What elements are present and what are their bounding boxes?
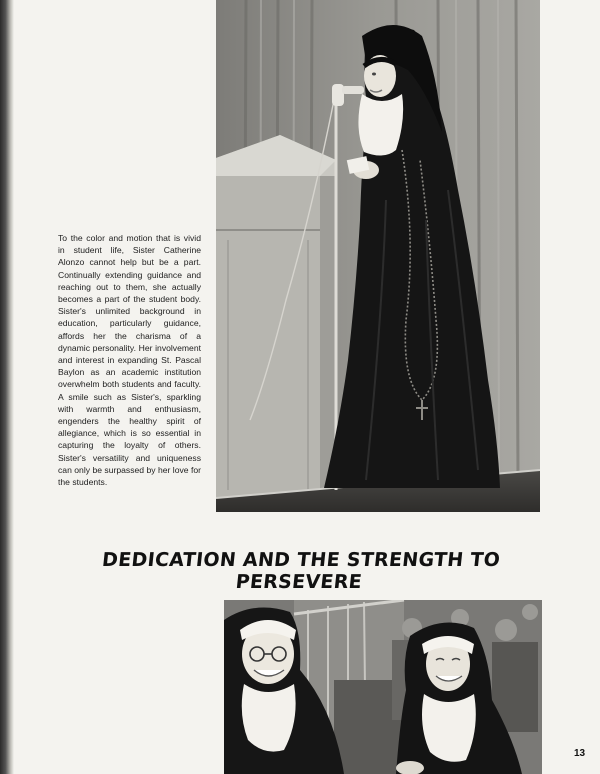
book-spine-shadow: [0, 0, 14, 774]
photo-two-nuns-smiling: [224, 600, 542, 774]
photo-nun-at-microphone-image: [216, 0, 540, 512]
photo-nun-at-microphone: [216, 0, 540, 512]
photo-two-nuns-smiling-image: [224, 600, 542, 774]
page-number: 13: [574, 748, 586, 759]
headline: DEDICATION AND THE STRENGTH TO PERSEVERE: [101, 549, 502, 593]
article-body: To the color and motion that is vivid in student life, Sister Catherine Alonzo cannot help but be a part. Continually extending guidance and reaching out to them, she actually becomes a part of the student body. Sister's unlimited background in education, particularly guidance, affords her the charisma of a dynamic personality. Her involvement and interest in expanding St. Pascal Baylon as an academic institution overwhelm both students and faculty. A smile such as Sister's, sparkling with warmth and enthusiasm, engenders the healthy spirit of allegiance, which is so essential in capturing the loyalty of others. Sister's versatility and uniqueness can only be surpassed by her love for the students.: [58, 233, 201, 488]
